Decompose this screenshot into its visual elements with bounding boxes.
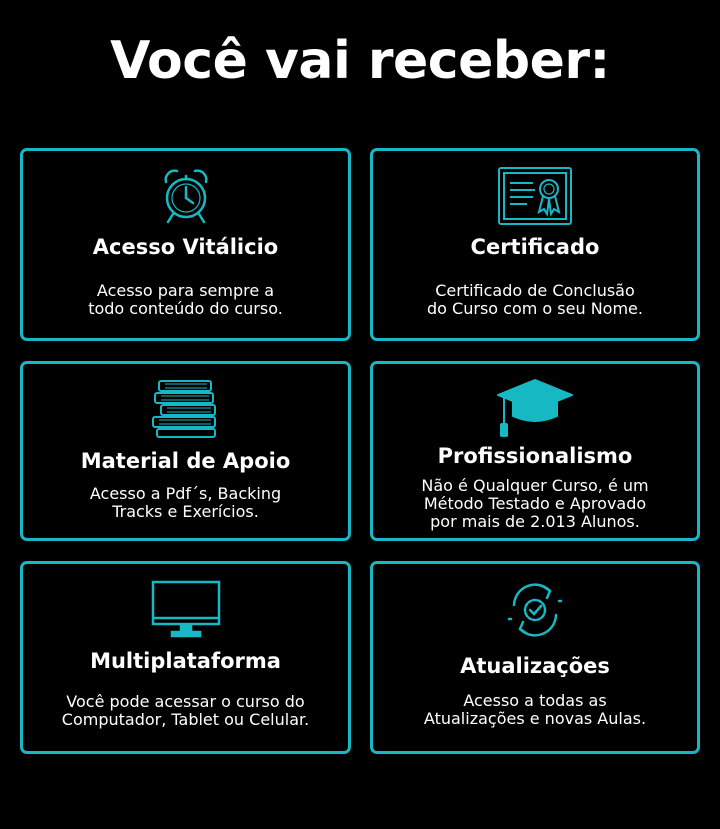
graduation-cap-icon [496, 378, 574, 440]
card-profissionalismo [370, 361, 700, 541]
card-description: Você pode acessar o curso do Computador, Tablet ou Celular. [61, 692, 310, 729]
page-title: Você vai receber: [110, 31, 610, 91]
card-certificado [370, 148, 700, 341]
certificate-icon [497, 166, 573, 226]
card-material-de-apoio [20, 361, 351, 541]
card-description: Não é Qualquer Curso, é um Método Testado e Aprovado por mais de 2.013 Alunos. [421, 476, 649, 531]
card-acesso-vitalicio [20, 148, 351, 341]
monitor-icon [150, 579, 222, 639]
card-description: Acesso a todas as Atualizações e novas Aulas. [423, 691, 647, 728]
card-description: Acesso a Pdf´s, Backing Tracks e Exerícios. [89, 484, 282, 521]
card-heading: Acesso Vitálicio [92, 235, 279, 259]
card-heading: Profissionalismo [437, 444, 633, 468]
update-cycle-icon [504, 579, 566, 641]
card-description: Certificado de Conclusão do Curso com o seu Nome. [427, 281, 643, 318]
card-atualizacoes [370, 561, 700, 754]
card-description: Acesso para sempre a todo conteúdo do curso. [88, 281, 283, 318]
card-heading: Atualizações [460, 654, 610, 678]
card-multiplataforma [20, 561, 351, 754]
card-heading: Material de Apoio [80, 449, 291, 473]
card-heading: Certificado [470, 235, 600, 259]
alarm-clock-icon [158, 166, 214, 226]
books-stack-icon [151, 379, 221, 439]
card-heading: Multiplataforma [90, 649, 281, 673]
